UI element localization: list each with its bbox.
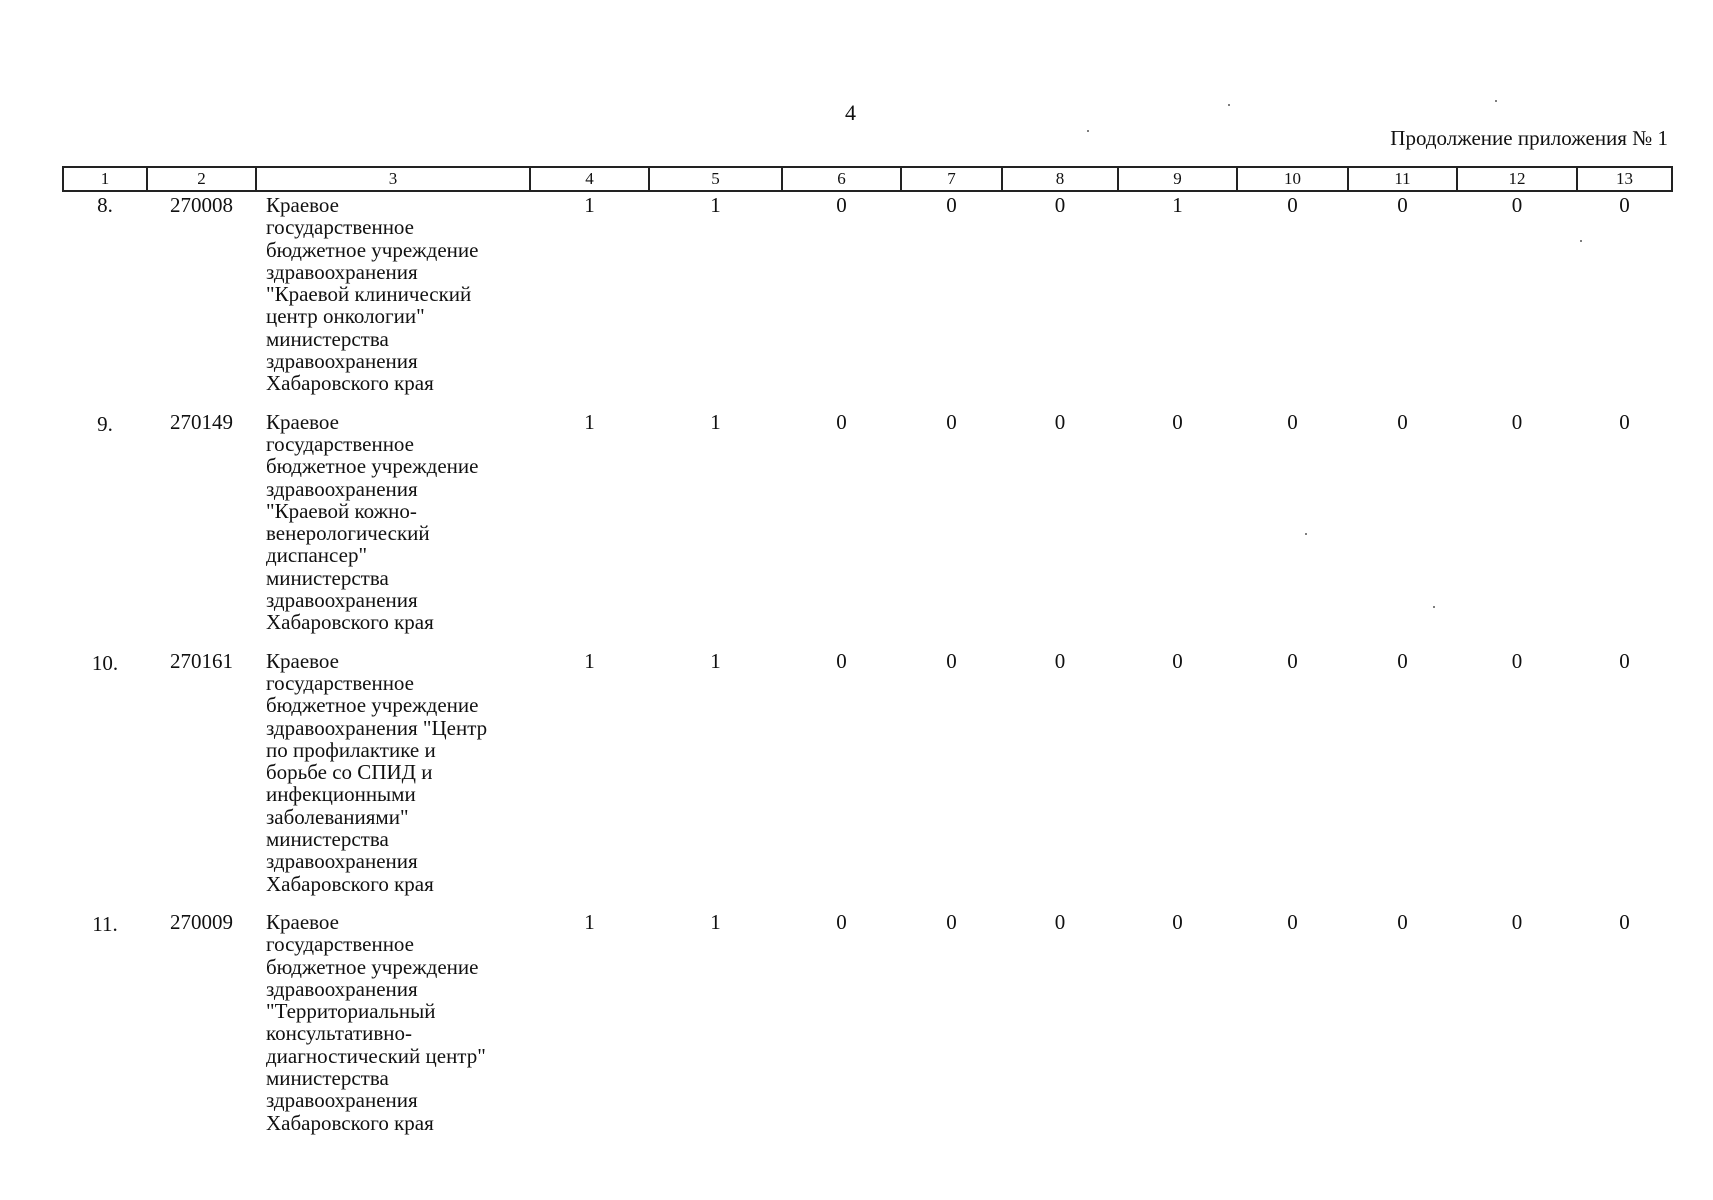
- scan-speck: [1305, 533, 1307, 535]
- institution-name: [256, 911, 530, 1150]
- table-row: [63, 650, 1672, 911]
- institution-name-line: государственное: [266, 932, 415, 957]
- institution-name-line: консультативно-: [266, 1021, 413, 1046]
- row-number: 10.: [91, 650, 119, 675]
- value-cell: 0: [1287, 193, 1298, 217]
- institution-name-line: здравоохранения: [266, 259, 418, 284]
- table-row: [63, 191, 1672, 411]
- value-cell: 0: [1054, 909, 1066, 934]
- institution-name-line: бюджетное учреждение: [266, 454, 479, 479]
- value-cell: 0: [1511, 409, 1523, 434]
- value-cell: 0: [946, 409, 957, 434]
- institution-name-line: "Краевой клинический: [266, 282, 472, 307]
- institution-name-line: министерства: [266, 827, 389, 852]
- institution-name-line: здравоохранения: [266, 849, 418, 874]
- row-number: 11.: [92, 911, 118, 936]
- table-row: [63, 911, 1672, 1150]
- value-cell: 0: [1511, 909, 1523, 934]
- scan-speck: [1087, 130, 1089, 132]
- value-cell: 1: [584, 909, 595, 934]
- column-header: 1: [63, 167, 147, 191]
- scan-speck: [1433, 606, 1435, 608]
- institution-name-line: Краевое: [266, 193, 339, 217]
- row-number: 8.: [97, 193, 113, 217]
- value-cell: 0: [1172, 409, 1183, 434]
- institution-name-line: государственное: [266, 215, 415, 240]
- value-cell: 0: [1054, 193, 1066, 217]
- institution-name-line: по профилактике и: [266, 737, 436, 762]
- value-cell: 0: [1619, 909, 1630, 934]
- column-header: 6: [782, 167, 901, 191]
- value-cell: 0: [1054, 648, 1066, 673]
- institution-name-line: Хабаровского края: [266, 871, 434, 896]
- institution-name-line: министерства: [266, 326, 389, 351]
- institution-name-line: заболеваниями": [266, 804, 409, 829]
- column-header: 8: [1002, 167, 1118, 191]
- value-cell: 1: [710, 648, 721, 673]
- institution-name-line: министерства: [266, 565, 389, 590]
- institution-name-line: Краевое: [266, 648, 339, 673]
- value-cell: 0: [1619, 409, 1630, 434]
- institution-name-line: здравоохранения: [266, 476, 418, 501]
- institution-name-line: здравоохранения: [266, 588, 418, 613]
- column-header: 4: [530, 167, 649, 191]
- value-cell: 0: [1511, 648, 1523, 673]
- value-cell: 1: [584, 648, 595, 673]
- value-cell: 0: [836, 909, 847, 934]
- row-number: 9.: [97, 411, 113, 436]
- value-cell: 0: [1172, 909, 1183, 934]
- table-row: [63, 411, 1672, 650]
- value-cell: 0: [1054, 409, 1066, 434]
- institution-name-line: здравоохранения: [266, 976, 418, 1001]
- value-cell: 0: [836, 409, 847, 434]
- scan-speck: [1495, 100, 1497, 102]
- scan-speck: [1580, 240, 1582, 242]
- value-cell: 0: [1397, 193, 1408, 217]
- value-cell: 0: [1287, 648, 1298, 673]
- value-cell: 0: [946, 648, 957, 673]
- column-header: 5: [649, 167, 782, 191]
- value-cell: 0: [1511, 193, 1523, 217]
- institution-name-line: бюджетное учреждение: [266, 693, 479, 718]
- value-cell: 0: [1172, 648, 1183, 673]
- value-cell: 1: [710, 193, 721, 217]
- continuation-label: Продолжение приложения № 1: [1390, 126, 1668, 150]
- institution-name-line: бюджетное учреждение: [266, 237, 479, 262]
- value-cell: 1: [1172, 193, 1183, 217]
- value-cell: 0: [1397, 909, 1408, 934]
- column-header: 12: [1457, 167, 1577, 191]
- institution-code: 270149: [170, 409, 233, 434]
- value-cell: 0: [836, 193, 847, 217]
- value-cell: 0: [1397, 409, 1408, 434]
- institution-name-line: здравоохранения: [266, 349, 418, 374]
- institution-name-line: венерологический: [266, 521, 430, 546]
- value-cell: 0: [1619, 193, 1630, 217]
- institution-name-line: здравоохранения: [266, 1088, 418, 1113]
- value-cell: 1: [710, 909, 721, 934]
- value-cell: 0: [1287, 409, 1298, 434]
- institution-name: [256, 191, 530, 411]
- value-cell: 0: [946, 193, 957, 217]
- value-cell: 0: [1619, 648, 1630, 673]
- institution-name-line: диагностический центр": [266, 1043, 486, 1068]
- institution-name: [256, 650, 530, 911]
- institution-name-line: здравоохранения "Центр: [266, 715, 488, 740]
- institution-name-line: государственное: [266, 431, 415, 456]
- institution-name-line: борьбе со СПИД и: [266, 760, 433, 785]
- column-number-header: [63, 167, 1672, 191]
- column-header: 10: [1237, 167, 1348, 191]
- value-cell: 1: [584, 409, 595, 434]
- institution-name-line: диспансер": [266, 543, 368, 568]
- institution-name: [256, 411, 530, 650]
- value-cell: 0: [1397, 648, 1408, 673]
- column-header: 13: [1577, 167, 1672, 191]
- value-cell: 1: [710, 409, 721, 434]
- institution-name-line: бюджетное учреждение: [266, 954, 479, 979]
- institution-name-line: Хабаровского края: [266, 610, 434, 635]
- institution-code: 270009: [170, 909, 233, 934]
- institution-name-line: Хабаровского края: [266, 1110, 434, 1135]
- column-header: 9: [1118, 167, 1237, 191]
- value-cell: 0: [836, 648, 847, 673]
- page-number: 4: [845, 100, 856, 125]
- scan-speck: [1228, 104, 1230, 106]
- institution-name-line: Краевое: [266, 909, 339, 934]
- value-cell: 0: [946, 909, 957, 934]
- value-cell: 0: [1287, 909, 1298, 934]
- column-header: 3: [256, 167, 530, 191]
- institution-name-line: центр онкологии": [266, 304, 425, 329]
- column-header: 2: [147, 167, 256, 191]
- column-header: 7: [901, 167, 1002, 191]
- institution-name-line: "Краевой кожно-: [266, 498, 417, 523]
- institution-name-line: государственное: [266, 670, 415, 695]
- institution-name-line: "Территориальный: [266, 999, 436, 1024]
- value-cell: 1: [584, 193, 595, 217]
- column-header: 11: [1348, 167, 1457, 191]
- institution-name-line: Хабаровского края: [266, 371, 434, 396]
- institution-name-line: министерства: [266, 1065, 389, 1090]
- institution-code: 270008: [170, 193, 233, 217]
- institution-code: 270161: [170, 648, 233, 673]
- institution-name-line: инфекционными: [266, 782, 416, 807]
- institution-name-line: Краевое: [266, 409, 339, 434]
- appendix-table: [62, 166, 1673, 1150]
